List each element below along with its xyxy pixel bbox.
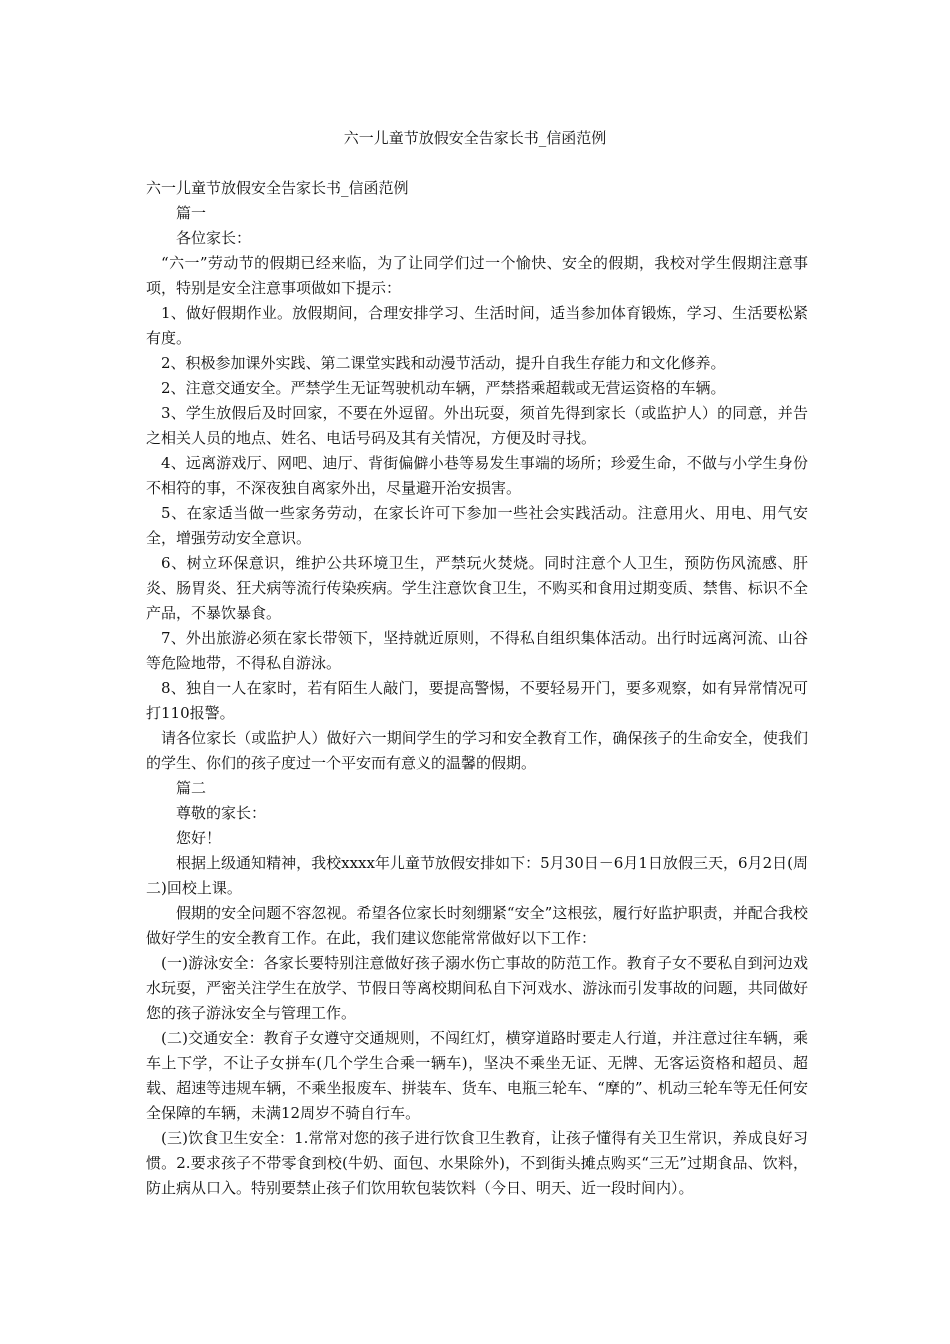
list-item: 6、树立环保意识，维护公共环境卫生，严禁玩火焚烧。同时注意个人卫生，预防伤风流感、肝炎、肠胃炎、狂犬病等流行传染疾病。学生注意饮食卫生，不购买和食用过期变质、禁售、标识不全产品，不暴饮暴食。	[146, 554, 808, 622]
list-item: 1、做好假期作业。放假期间，合理安排学习、生活时间，适当参加体育锻炼，学习、生活要松紧有度。	[146, 304, 808, 347]
list-item: (三)饮食卫生安全：1.常常对您的孩子进行饮食卫生教育，让孩子懂得有关卫生常识，养成良好习惯。2.要求孩子不带零食到校(牛奶、面包、水果除外)，不到街头摊点购买“三无”过期食品、饮料，防止病从口入。特别要禁止孩子们饮用软包装饮料（今日、明天、近一段时间内）。	[146, 1129, 808, 1197]
list-item: (二)交通安全：教育子女遵守交通规则，不闯红灯，横穿道路时要走人行道，并注意过往车辆，乘车上下学，不让子女拼车(几个学生合乘一辆车)，坚决不乘坐无证、无牌、无客运资格和超员、超载、超速等违规车辆，不乘坐报废车、拼装车、货车、电瓶三轮车、“摩的”、机动三轮车等无任何安全保障的车辆，未满12周岁不骑自行车。	[146, 1029, 808, 1122]
list-item: 8、独自一人在家时，若有陌生人敲门，要提高警惕，不要轻易开门，要多观察，如有异常情况可打110报警。	[146, 679, 808, 722]
closing-paragraph: 请各位家长（或监护人）做好六一期间学生的学习和安全教育工作，确保孩子的生命安全，使我们的学生、你们的孩子度过一个平安而有意义的温馨的假期。	[146, 729, 808, 772]
salutation: 各位家长：	[176, 229, 252, 247]
list-item: 5、在家适当做一些家务劳动，在家长许可下参加一些社会实践活动。注意用火、用电、用气安全，增强劳动安全意识。	[146, 504, 808, 547]
list-item: 2、注意交通安全。严禁学生无证驾驶机动车辆，严禁搭乘超载或无营运资格的车辆。	[161, 379, 726, 397]
page-title: 六一儿童节放假安全告家长书_信函范例	[343, 129, 607, 147]
list-item: 7、外出旅游必须在家长带领下，坚持就近原则，不得私自组织集体活动。出行时远离河流、山谷等危险地带，不得私自游泳。	[146, 629, 808, 672]
list-item: 4、远离游戏厅、网吧、迪厅、背街偏僻小巷等易发生事端的场所；珍爱生命，不做与小学生身份不相符的事，不深夜独自离家外出，尽量避开治安损害。	[146, 454, 808, 497]
list-item: 2、积极参加课外实践、第二课堂实践和动漫节活动，提升自我生存能力和文化修养。	[161, 354, 726, 372]
notice-paragraph: 根据上级通知精神，我校xxxx年儿童节放假安排如下：5月30日－6月1日放假三天，6月2日(周二)回校上课。	[146, 854, 808, 897]
list-item: (一)游泳安全：各家长要特别注意做好孩子溺水伤亡事故的防范工作。教育子女不要私自到河边戏水玩耍，严密关注学生在放学、节假日等离校期间私自下河戏水、游泳而引发事故的问题，共同做好您的孩子游泳安全与管理工作。	[146, 954, 808, 1022]
section-heading: 篇一	[176, 204, 207, 222]
intro-paragraph: “六一”劳动节的假期已经来临，为了让同学们过一个愉快、安全的假期，我校对学生假期注意事项，特别是安全注意事项做如下提示：	[146, 254, 808, 297]
list-item: 3、学生放假后及时回家，不要在外逗留。外出玩耍，须首先得到家长（或监护人）的同意，并告之相关人员的地点、姓名、电话号码及其有关情况，方便及时寻找。	[146, 404, 808, 447]
document-body	[146, 176, 808, 1201]
greeting: 您好！	[176, 829, 222, 847]
salutation: 尊敬的家长：	[176, 804, 267, 822]
document-title: 六一儿童节放假安全告家长书_信函范例	[146, 179, 409, 197]
request-paragraph: 假期的安全问题不容忽视。希望各位家长时刻绷紧“安全”这根弦，履行好监护职责，并配合我校做好学生的安全教育工作。在此，我们建议您能常常做好以下工作：	[146, 904, 808, 947]
section-heading: 篇二	[176, 779, 207, 797]
